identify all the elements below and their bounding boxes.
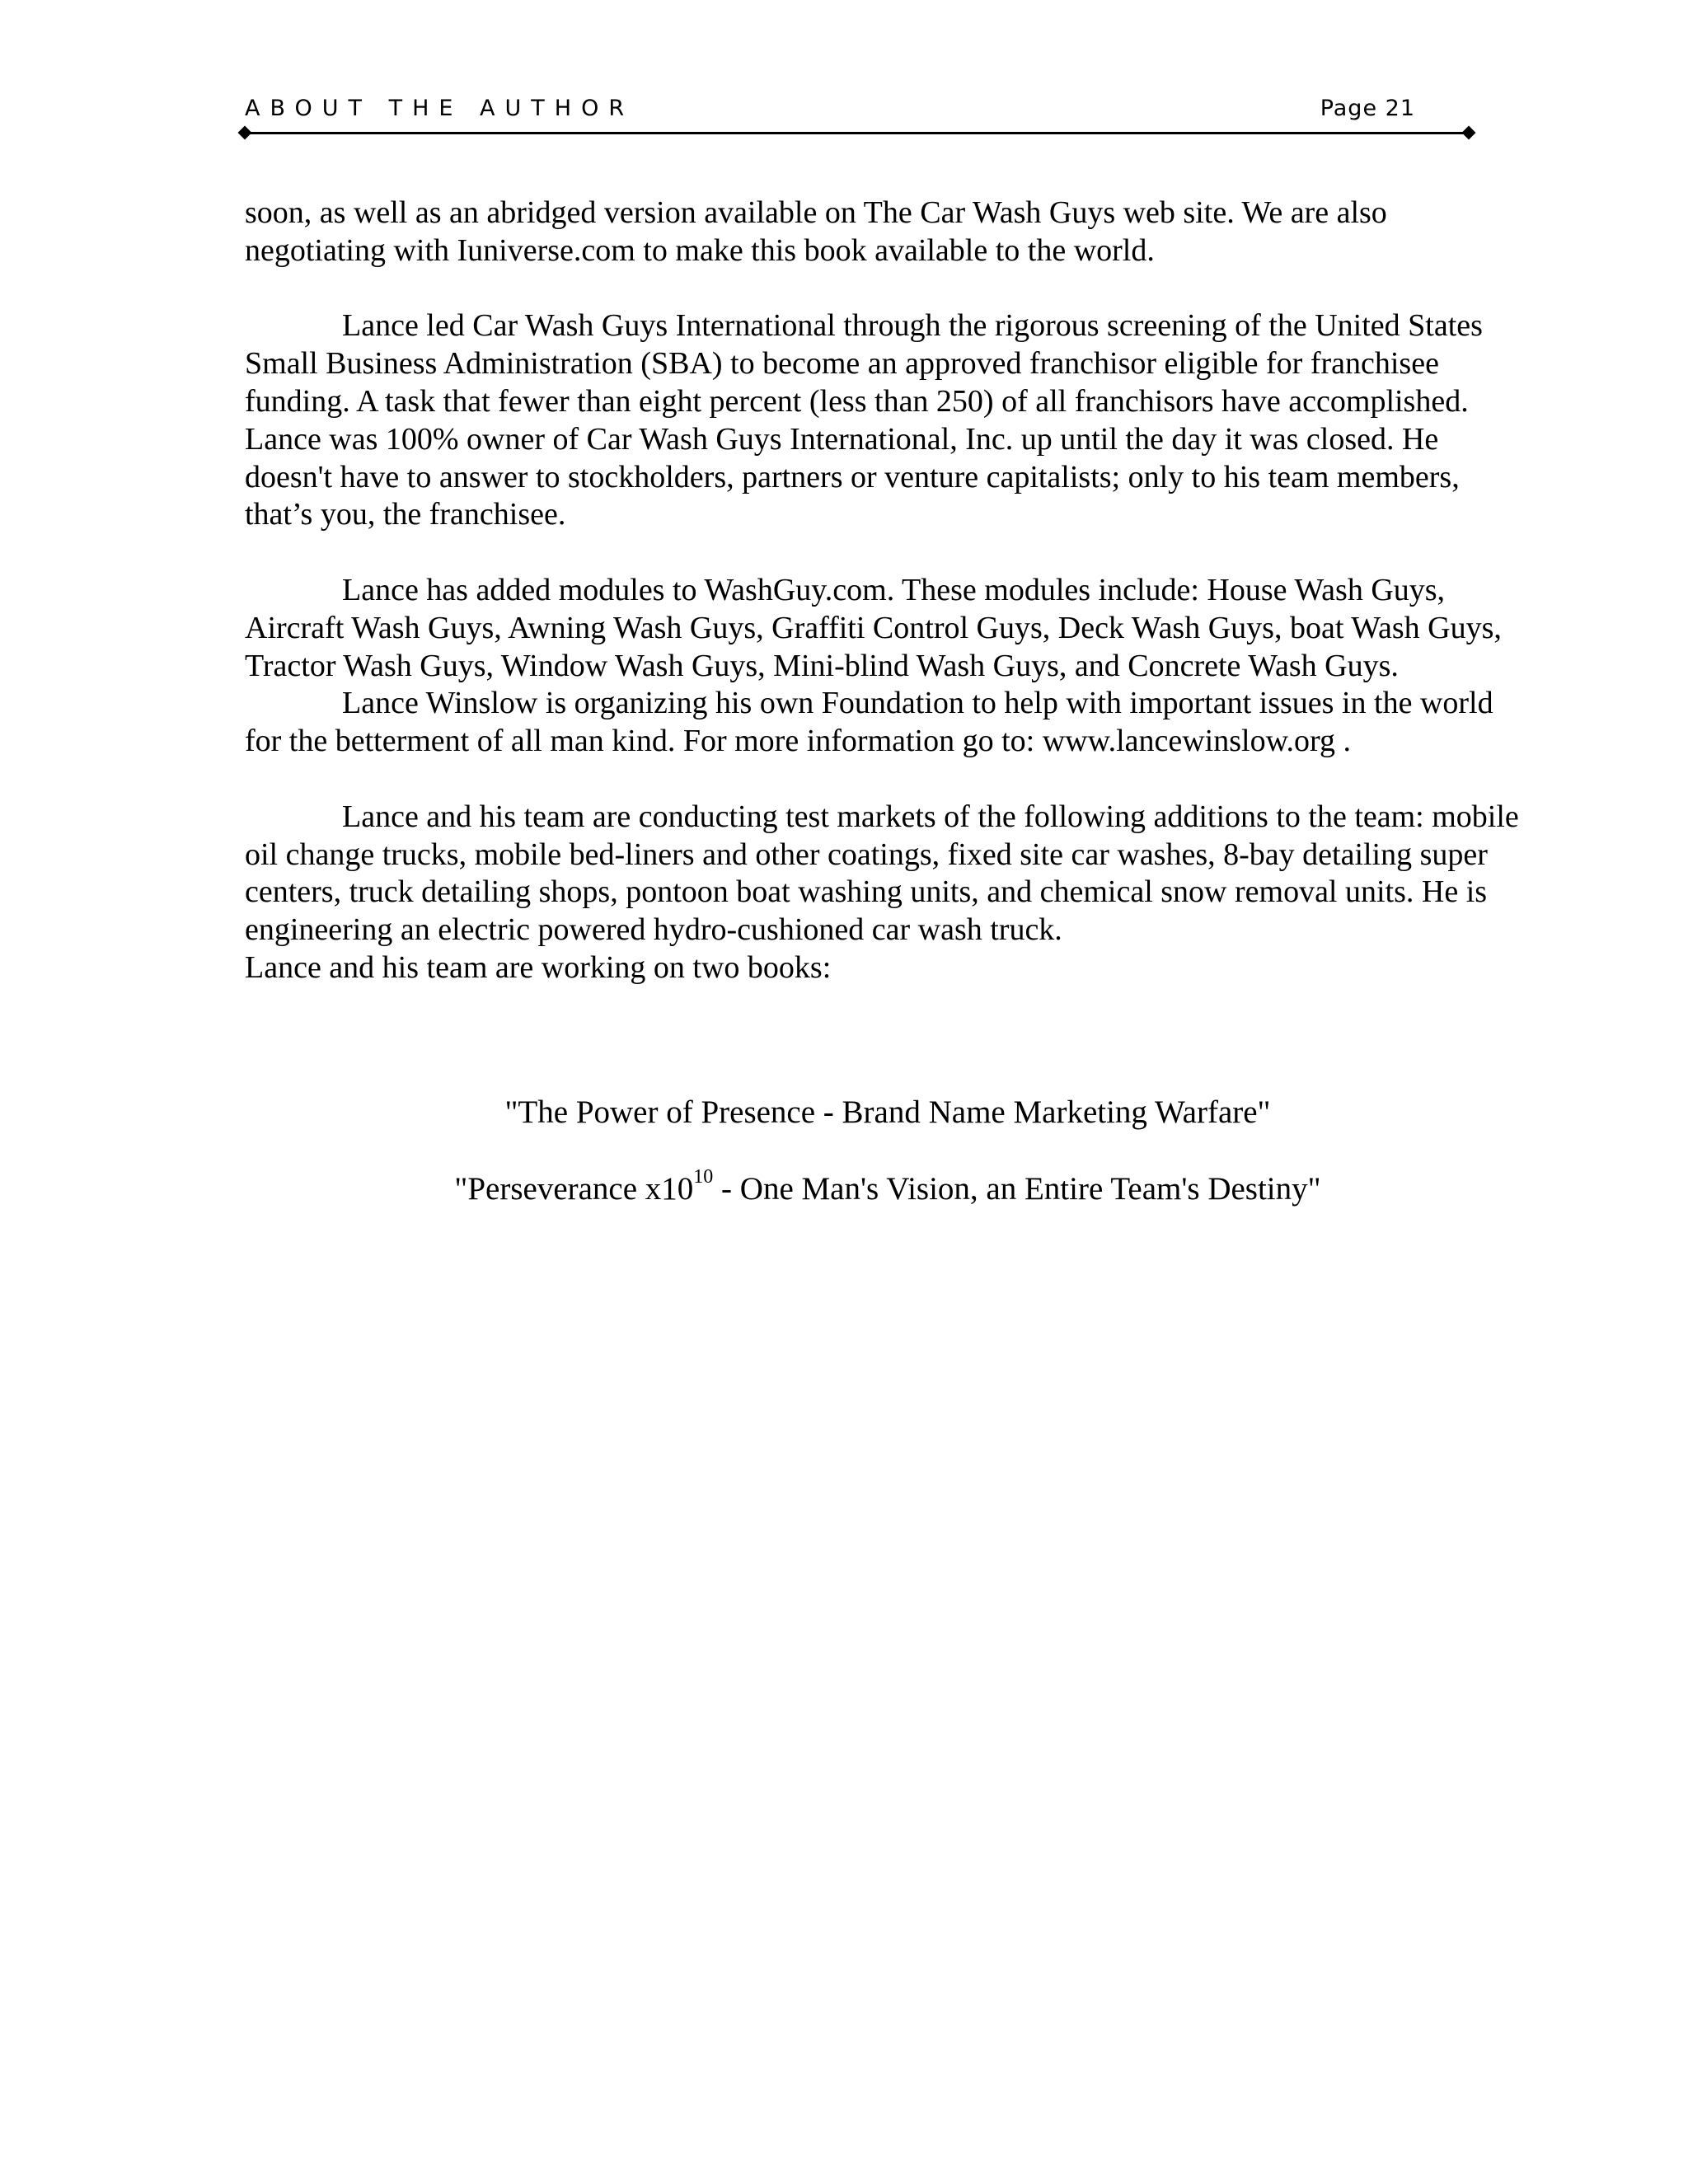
rule-right-diamond-icon: [1462, 126, 1476, 140]
book-title-2-suffix: - One Man's Vision, an Entire Team's Destiny": [713, 1171, 1321, 1207]
paragraph-gap: [245, 270, 1531, 308]
paragraph-modules: Lance has added modules to WashGuy.com. These modules include: House Wash Guys, Aircraft Wash Guys, Awning Wash Guys, Graffiti Control Guys, Deck Wash Guys, boat Wash Guys, Tractor Wash Guys, Window Wash Guys, Mini-blind Wash Guys, and Concrete Wash Guys.: [245, 572, 1502, 683]
book-title-2-exponent: 10: [693, 1166, 714, 1188]
book-title-2-prefix: "Perseverance x10: [454, 1171, 694, 1207]
paragraph-gap: [245, 761, 1531, 799]
paragraph-ownership: Lance was 100% owner of Car Wash Guys International, Inc. up until the day it was closed. He doesn't have to answer to stockholders, partners or venture capitalists; only to his team members, that’s you, the franchisee.: [245, 421, 1460, 532]
book-title-2: [245, 1166, 1531, 1207]
header-title: ABOUT THE AUTHOR: [245, 96, 635, 121]
paragraph-continuation: soon, as well as an abridged version available on The Car Wash Guys web site. We are also negotiating with Iuniverse.com to make this book available to the world.: [245, 195, 1387, 268]
paragraph-foundation: Lance Winslow is organizing his own Foundation to help with important issues in the world for the betterment of all man kind. For more information go to: www.lancewinslow.org .: [245, 686, 1493, 759]
page-header: [245, 96, 1415, 129]
page-number: Page 21: [1320, 96, 1415, 121]
paragraph-books-intro: Lance and his team are working on two books:: [245, 949, 832, 985]
header-rule: [247, 132, 1469, 134]
paragraph-sba: Lance led Car Wash Guys International through the rigorous screening of the United States Small Business Administration (SBA) to become an approved franchisor eligible for franchisee funding. A task that fewer than eight percent (less than 250) of all franchisors have accomplished.: [245, 308, 1483, 419]
book-title-1: "The Power of Presence - Brand Name Marketing Warfare": [504, 1094, 1271, 1130]
body-text: [245, 194, 1531, 987]
paragraph-gap: [245, 534, 1531, 572]
paragraph-test-markets: Lance and his team are conducting test markets of the following additions to the team: mobile oil change trucks, mobile bed-liners and other coatings, fixed site car washes, 8-bay detailing super centers, truck detailing shops, pontoon boat washing units, and chemical snow removal units. He is engineering an electric powered hydro-cushioned car wash truck.: [245, 799, 1519, 948]
